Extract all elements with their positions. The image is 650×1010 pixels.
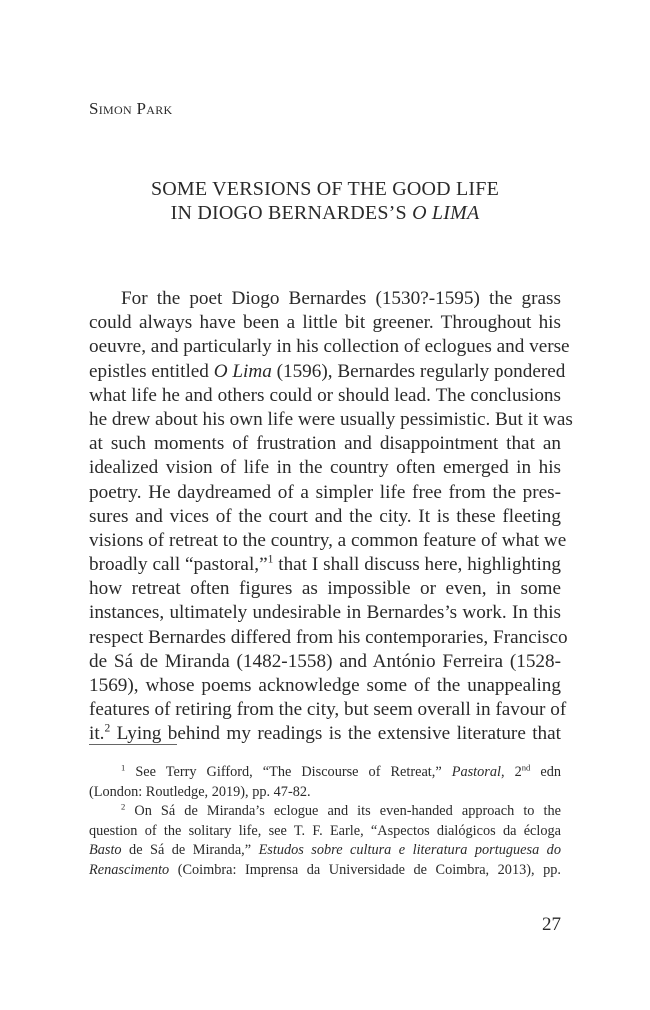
footnote-1-line: $^1$ See Terry Gifford, “The Discourse of Retreat,” Pastoral, 2nd edn [121,762,562,780]
footnote-2-line: question of the solitary life, see T. F. Earle, “Aspectos dialógicos da écloga [89,822,561,839]
body-line: sures and vices of the court and the city. It is these fleeting [89,505,561,527]
body-line: idealized vision of life in the country often emerged in his [89,457,561,479]
chapter-title-line-2: IN DIOGO BERNARDES’S O LIMA [170,202,480,224]
body-text [89,287,573,747]
body-line: at such moments of frustration and disappointment that an [89,433,561,455]
body-line: he drew about his own life were usually pessimistic. But it was [89,408,573,430]
footnotes [89,763,561,880]
body-line: epistles entitled O Lima (1596), Bernardes regularly pondered [89,360,566,382]
body-line: features of retiring from the city, but seem overall in favour of [89,699,567,721]
body-line: what life he and others could or should lead. The conclusions [89,384,561,406]
footnote-ref-2[interactable]: 2 [104,722,111,735]
footnote-2-number: 2 [121,801,126,812]
footnote-2-line: Basto de Sá de Miranda,” Estudos sobre cultura e literatura portuguesa do [89,842,561,858]
body-line: visions of retreat to the country, a common feature of what we [89,529,567,551]
footnote-2-line: Renascimento (Coimbra: Imprensa da Universidade de Coimbra, 2013), pp. [89,861,561,878]
body-line: it.$^2$ Lying behind my readings is the extensive literature that [89,722,561,745]
body-line: 1569), whose poems acknowledge some of the unappealing [89,675,561,696]
footnote-2-line: $^2$ On Sá de Miranda’s eclogue and its even-handed approach to the [121,801,561,819]
page-number: 27 [542,914,561,935]
chapter-title [89,177,561,225]
footnote-ref-1[interactable]: 1 [267,553,274,566]
title-work-name: O LIMA [412,202,480,224]
running-head-author: Simon Park [89,99,173,118]
footnote-separator [89,744,177,745]
body-line: For the poet Diogo Bernardes (1530?-1595) the grass [121,288,561,309]
body-line: oeuvre, and particularly in his collection of eclogues and verse [89,336,570,358]
body-line: could always have been a little bit greener. Throughout his [89,312,561,334]
body-line: how retreat often figures as impossible or even, in some [89,578,561,600]
footnote-1-number: 1 [121,762,126,773]
body-line: broadly call “pastoral,”$^1$ that I shall discuss here, highlighting [89,553,562,576]
body-line: respect Bernardes differed from his contemporaries, Francisco [89,626,568,648]
body-line: instances, ultimately undesirable in Bernardes’s work. In this [89,602,561,624]
body-line: poetry. He daydreamed of a simpler life free from the pres- [89,481,561,503]
chapter-title-line-1: SOME VERSIONS OF THE GOOD LIFE [150,178,500,200]
body-line: de Sá de Miranda (1482-1558) and António Ferreira (1528- [89,650,561,672]
footnote-1-line: (London: Routledge, 2019), pp. 47-82. [89,783,311,800]
work-title-italic: O Lima [213,360,272,382]
